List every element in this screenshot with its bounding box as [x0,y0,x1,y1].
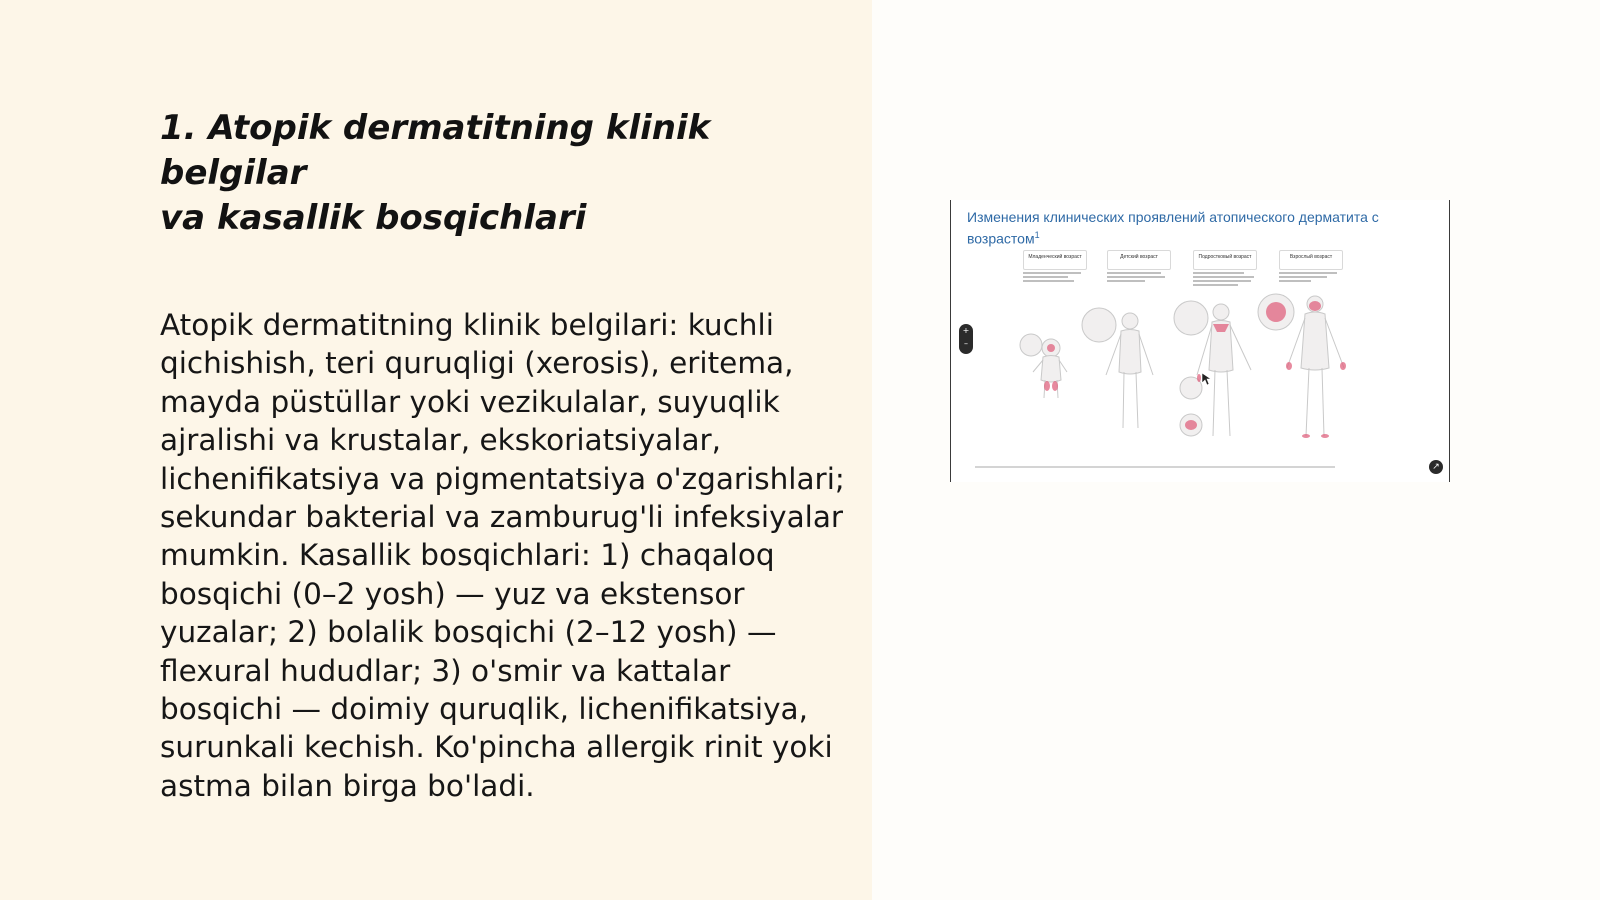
mouse-cursor-icon [1201,372,1211,386]
figure-image[interactable] [950,200,1450,482]
zoom-in-icon[interactable]: + [962,326,970,335]
child-zoom-circle [1082,308,1116,342]
adult-legs [1306,368,1324,436]
age-label-child: Детский возраст [1107,250,1171,270]
figure-footnote [975,466,1335,468]
zoom-control[interactable] [959,324,973,354]
teen-legs [1213,370,1230,436]
age-label-adult: Взрослый возраст [1279,250,1343,270]
child-head [1122,313,1138,329]
teen-zoom-circle [1174,301,1208,335]
teen-head [1213,304,1229,320]
figure-title-text: Изменения клинических проявлений атопического дерматита с возрастом [967,209,1379,247]
child-legs [1123,372,1138,428]
slide-title: 1. Atopik dermatitning klinik belgilar va kasallik bosqichlari [160,108,711,238]
adult-body [1301,312,1329,370]
zoom-out-icon[interactable]: – [964,339,968,348]
infant-zoom-circle [1020,334,1042,356]
age-label-teen: Подростковый возраст [1193,250,1257,270]
child-body [1119,330,1141,375]
slide-body-text: Atopik dermatitning klinik belgilari: kuchli qichishish, teri quruqligi (xerosis), eritema, mayda püstüllar yoki vezikulalar, suyuqlik ajralishi va krustalar, ekskoriatsiyalar, lichenifikatsiya va pigmentatsiya o'zgarishlari; sekundar bakterial va zamburug'li infeksiyalar mumkin. Kasallik bosqichlari: 1) chaqaloq bosqichi (0–2 yosh) — yuz va ekstensor yuzalar; 2) bolalik bosqichi (2–12 yosh) — flexural hududlar; 3) o'smir va kattalar bosqichi — doimiy quruqlik, lichenifikatsiya, surunkali kechish. Ko'pincha allergik rinit yoki astma bilan birga bo'ladi. [160,308,845,803]
figure-title-footnote-mark: 1 [1034,230,1040,240]
body-figures-illustration [951,200,1450,482]
age-label-infant: Младенческий возраст [1023,250,1087,270]
infant-body [1041,356,1061,383]
arrow-icon[interactable]: ↗ [1429,460,1443,474]
